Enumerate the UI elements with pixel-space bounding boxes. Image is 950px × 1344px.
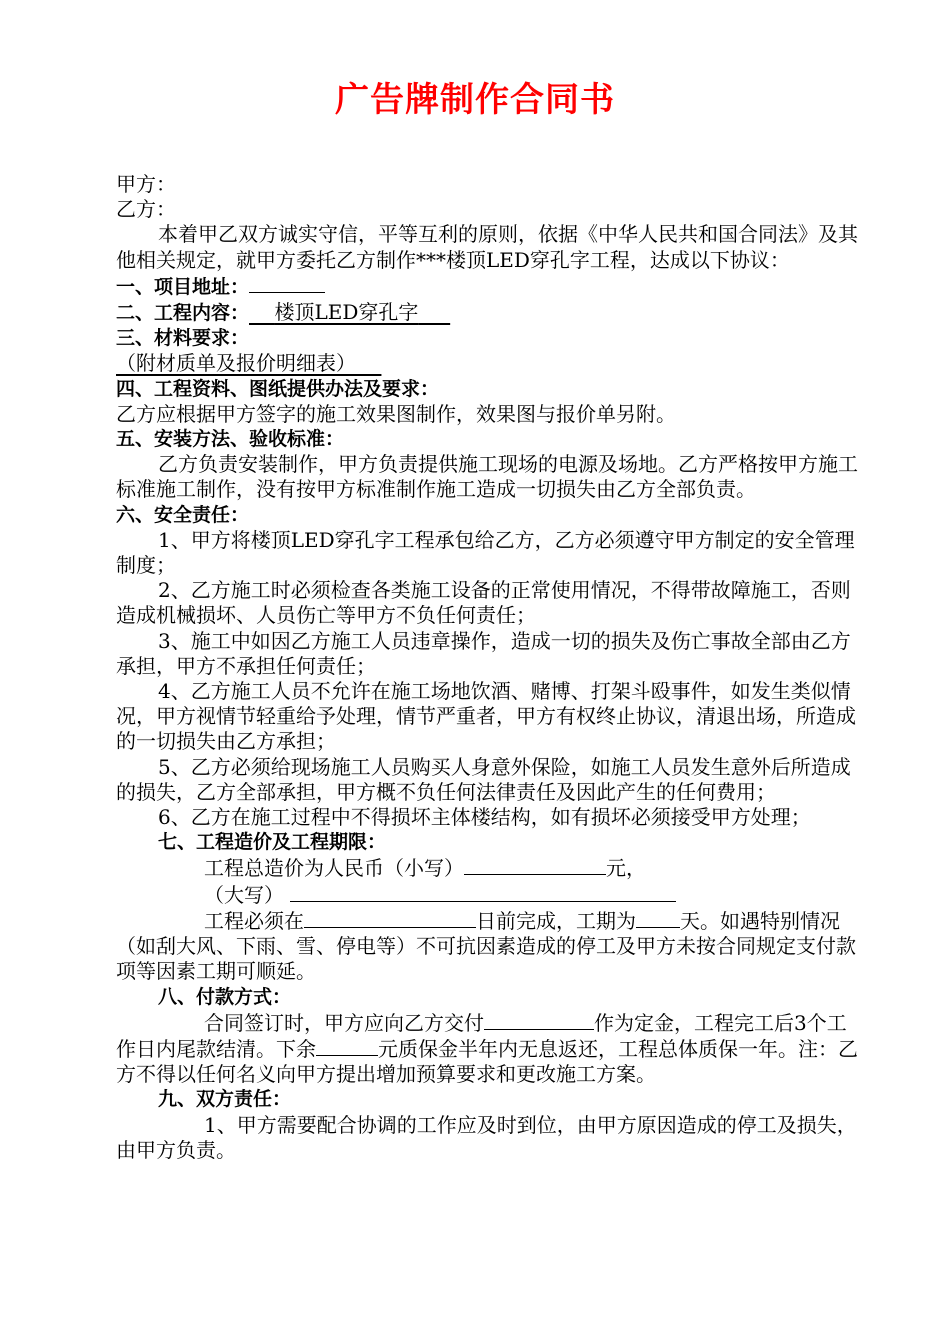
section-4-heading: 四、工程资料、图纸提供办法及要求： [116, 377, 440, 400]
section-2-heading: 二、工程内容： [116, 302, 250, 325]
section-5-body: 乙方负责安装制作，甲方负责提供施工现场的电源及场地。乙方严格按甲方施工标准施工制作，没有按甲方标准制作施工造成一切损失由乙方全部负责。 [116, 452, 858, 502]
work-content-value: 楼顶LED穿孔字 [274, 300, 419, 325]
section-1-heading: 一、项目地址： [116, 275, 250, 298]
price-capital-line: （大写） [116, 882, 862, 908]
section-2 [116, 300, 862, 326]
safety-item: 4、乙方施工人员不允许在施工场地饮酒、赌博、打架斗殴事件，如发生类似情况，甲方视情节轻重给予处理，情节严重者，甲方有权终止协议，清退出场，所造成的一切损失由乙方承担； [116, 679, 856, 754]
price-capital-blank [290, 882, 676, 902]
deposit-blank [484, 1010, 594, 1030]
safety-item: 1、甲方将楼顶LED穿孔字工程承包给乙方，乙方必须遵守甲方制定的安全管理制度； [116, 527, 855, 578]
section-9-heading: 九、双方责任： [158, 1088, 292, 1111]
section-7-heading: 七、工程造价及工程期限： [158, 831, 387, 854]
price-lowercase-blank [464, 855, 606, 875]
safety-item: 2、乙方施工时必须检查各类施工设备的正常使用情况，不得带故障施工，否则造成机械损坏、人员伤亡等甲方不负任何责任； [116, 578, 851, 628]
duration-days-blank [636, 908, 680, 928]
safety-item: 6、乙方在施工过程中不得损坏主体楼结构，如有损坏必须接受甲方处理； [158, 805, 811, 830]
responsibility-item: 1、甲方需要配合协调的工作应及时到位，由甲方原因造成的停工及损失，由甲方负责。 [116, 1112, 857, 1162]
section-5-heading: 五、安装方法、验收标准： [116, 428, 345, 451]
project-address-blank [249, 273, 325, 293]
section-6-heading: 六、安全责任： [116, 503, 250, 526]
safety-item: 5、乙方必须给现场施工人员购买人身意外保险，如施工人员发生意外后所造成的损失，乙方全部承担，甲方概不负任何法律责任及因此产生的任何费用； [116, 754, 851, 804]
party-b-line: 乙方： [116, 197, 176, 222]
party-a-line: 甲方： [116, 172, 176, 196]
section-8-heading: 八、付款方式： [158, 985, 292, 1008]
section-1 [116, 273, 862, 300]
material-requirements [116, 351, 862, 376]
safety-item: 3、施工中如因乙方施工人员违章操作，造成一切的损失及伤亡事故全部由乙方承担，甲方不承担任何责任； [116, 628, 851, 678]
intro-paragraph: 本着甲乙双方诚实守信，平等互利的原则，依据《中华人民共和国合同法》及其他相关规定，就甲方委托乙方制作***楼顶LED穿孔字工程，达成以下协议： [116, 222, 858, 272]
material-requirements-value: （附材质单及报价明细表） [116, 351, 356, 376]
payment-paragraph: 合同签订时，甲方应向乙方交付 作为定金，工程完工后3个工作日内尾款结清。下余 元质保金半年内无息返还，工程总体质保一年。注：乙方不得以任何名义向甲方提出增加预算要求和更改施工方案。 [116, 1010, 858, 1087]
warranty-amount-blank [316, 1036, 378, 1056]
period-paragraph: 工程必须在 日前完成，工期为 天。如遇特别情况（如刮大风、下雨、雪、停电等）不可抗因素造成的停工及甲方未按合同规定支付款项等因素工期可顺延。 [116, 908, 856, 984]
document-title: 广告牌制作合同书 [335, 80, 615, 120]
section-4-body: 乙方应根据甲方签字的施工效果图制作，效果图与报价单另附。 [116, 401, 676, 426]
total-price-line: 工程总造价为人民币（小写） 元， [204, 856, 646, 881]
section-3-heading: 三、材料要求： [116, 327, 250, 350]
contract-body [116, 172, 862, 1163]
completion-date-blank [304, 908, 476, 928]
